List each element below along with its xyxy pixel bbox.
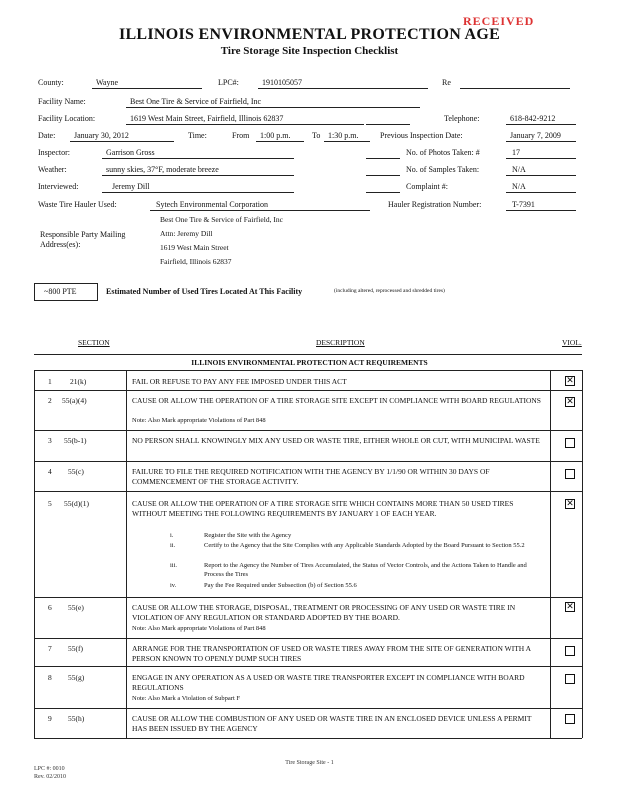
- weather-value: sunny skies, 37°F, moderate breeze: [106, 165, 219, 174]
- row-section: 55(f): [68, 644, 83, 653]
- row-number: 6: [48, 603, 52, 612]
- col-violation-header: VIOL.: [562, 338, 582, 347]
- row-description: NO PERSON SHALL KNOWINGLY MIX ANY USED OR WASTE TIRE, EITHER WHOLE OR CUT, WITH MUNICIPAL WASTE: [132, 436, 540, 445]
- page-subtitle: Tire Storage Site Inspection Checklist: [220, 45, 399, 57]
- date-label: Date:: [38, 131, 56, 140]
- date-value: January 30, 2012: [74, 131, 129, 140]
- samples-label: No. of Samples Taken:: [406, 165, 480, 174]
- row-number: 4: [48, 467, 52, 476]
- col-section-header: SECTION: [78, 338, 110, 347]
- responsible-party-label-2: Address(es):: [40, 240, 81, 249]
- lpc-label: LPC#:: [218, 78, 239, 87]
- tires-count-note: (including altered, reprocessed and shredded tires): [334, 288, 445, 294]
- row-number: 8: [48, 673, 52, 682]
- row-description: CAUSE OR ALLOW THE OPERATION OF A TIRE STORAGE SITE WHICH CONTAINS MORE THAN 50 USED TIRES WITHOUT MEETING THE FOLLOWING REQUIREMENTS BY JANUARY 1 OF EACH YEAR.: [132, 499, 514, 518]
- row-description: FAILURE TO FILE THE REQUIRED NOTIFICATION WITH THE AGENCY BY 1/1/90 OR WITHIN 30 DAYS OF COMMENCEMENT OF THE STORAGE ACTIVITY.: [132, 467, 490, 486]
- subitem-text: Pay the Fee Required under Subsection (b) of Section 55.6: [204, 582, 357, 589]
- row-note: Note: Also Mark a Violation of Subpart F: [132, 695, 240, 702]
- group-title: ILLINOIS ENVIRONMENTAL PROTECTION ACT REQUIREMENTS: [191, 358, 428, 367]
- hauler-label: Waste Tire Hauler Used:: [38, 200, 117, 209]
- facility-location-label: Facility Location:: [38, 114, 96, 123]
- inspector-label: Inspector:: [38, 148, 70, 157]
- hauler-registration-value: T-7391: [512, 200, 535, 209]
- row-section: 55(g): [68, 673, 85, 682]
- row-number: 3: [48, 436, 52, 445]
- row-description: ARRANGE FOR THE TRANSPORTATION OF USED OR WASTE TIRES AWAY FROM THE SITE OF GENERATION WITH A PERSON KNOWN TO OPENLY DUMP SUCH TIRES: [132, 644, 531, 663]
- previous-inspection-value: January 7, 2009: [510, 131, 561, 140]
- violation-checkbox[interactable]: ✕: [566, 376, 574, 386]
- row-number: 7: [48, 644, 52, 653]
- violation-checkbox[interactable]: [565, 438, 575, 448]
- tires-count-label: Estimated Number of Used Tires Located At This Facility: [106, 287, 303, 296]
- violation-checkbox[interactable]: [565, 469, 575, 479]
- subitem-number: iii.: [170, 562, 178, 569]
- subitem-number: ii.: [170, 542, 176, 549]
- to-value: 1:30 p.m.: [328, 131, 359, 140]
- from-value: 1:00 p.m.: [260, 131, 291, 140]
- row-number: 1: [48, 377, 52, 386]
- violation-checkbox[interactable]: ✕: [566, 602, 574, 612]
- time-label: Time:: [188, 131, 207, 140]
- facility-location-value: 1619 West Main Street, Fairfield, Illinois 62837: [130, 114, 284, 123]
- violation-checkbox[interactable]: [565, 646, 575, 656]
- row-description: FAIL OR REFUSE TO PAY ANY FEE IMPOSED UNDER THIS ACT: [132, 377, 347, 386]
- row-note: Note: Also Mark appropriate Violations of Part 848: [132, 625, 266, 632]
- photos-label: No. of Photos Taken: #: [406, 148, 480, 157]
- subitem-text: Register the Site with the Agency: [204, 532, 292, 539]
- complaint-value: N/A: [512, 182, 526, 191]
- complaint-label: Complaint #:: [406, 182, 448, 191]
- telephone-value: 618-842-9212: [510, 114, 556, 123]
- to-label: To: [312, 131, 321, 140]
- subitem-number: iv.: [170, 582, 177, 589]
- photos-value: 17: [512, 148, 520, 157]
- form-id: LPC #: 0010: [34, 766, 65, 772]
- row-description: CAUSE OR ALLOW THE COMBUSTION OF ANY USED OR WASTE TIRE IN AN ENCLOSED DEVICE UNLESS A PERMIT HAS BEEN ISSUED BY THE AGENCY: [132, 714, 532, 733]
- responsible-party-address: Best One Tire & Service of Fairfield, Inc Attn: Jeremy Dill 1619 West Main Street Fairfield, Illinois 62837: [160, 215, 283, 266]
- row-number: 2: [48, 396, 52, 405]
- row-section: 21(k): [70, 377, 87, 386]
- tires-count-value: ~800 PTE: [44, 287, 77, 296]
- subitem-text: Report to the Agency the Number of Tires Accumulated, the Status of Vector Controls, and the Actions Taken to Handle and Process the Tires: [204, 562, 527, 578]
- previous-inspection-label: Previous Inspection Date:: [380, 131, 463, 140]
- row-description: ENGAGE IN ANY OPERATION AS A USED OR WASTE TIRE TRANSPORTER EXCEPT IN COMPLIANCE WITH BOARD REGULATIONS: [132, 673, 525, 692]
- violation-checkbox[interactable]: ✕: [566, 397, 574, 407]
- interviewed-value: Jeremy Dill: [112, 182, 150, 191]
- row-description: CAUSE OR ALLOW THE OPERATION OF A TIRE STORAGE SITE EXCEPT IN COMPLIANCE WITH BOARD REGULATIONS: [132, 396, 541, 405]
- telephone-label: Telephone:: [444, 114, 480, 123]
- row-number: 9: [48, 714, 52, 723]
- facility-name-label: Facility Name:: [38, 97, 86, 106]
- row-section: 55(h): [68, 714, 85, 723]
- violation-checkbox[interactable]: ✕: [566, 499, 574, 509]
- inspector-value: Garrison Gross: [106, 148, 155, 157]
- received-stamp: RECEIVED: [463, 14, 535, 28]
- row-description: CAUSE OR ALLOW THE STORAGE, DISPOSAL, TREATMENT OR PROCESSING OF ANY USED OR WASTE TIRE IN VIOLATION OF ANY REGULATION OR STANDARD ADOPTED BY THE BOARD.: [132, 603, 516, 622]
- subitem-number: i.: [170, 532, 174, 539]
- region-label: Re: [442, 78, 451, 87]
- violation-checkbox[interactable]: [565, 714, 575, 724]
- samples-value: N/A: [512, 165, 526, 174]
- row-section: 55(c): [68, 467, 84, 476]
- row-note: Note: Also Mark appropriate Violations of Part 848: [132, 417, 266, 424]
- page-number: Tire Storage Site - 1: [285, 760, 334, 766]
- county-label: County:: [38, 78, 64, 87]
- page-title: ILLINOIS ENVIRONMENTAL PROTECTION AGE: [118, 26, 501, 43]
- row-number: 5: [48, 499, 52, 508]
- form-revision: Rev. 02/2010: [34, 774, 66, 780]
- responsible-party-label: Responsible Party Mailing: [40, 230, 126, 239]
- col-description-header: DESCRIPTION: [316, 338, 365, 347]
- interviewed-label: Interviewed:: [38, 182, 79, 191]
- hauler-registration-label: Hauler Registration Number:: [388, 200, 482, 209]
- row-section: 55(b-1): [64, 436, 87, 445]
- from-label: From: [232, 131, 250, 140]
- lpc-value: 1910105057: [262, 78, 302, 87]
- hauler-value: Sytech Environmental Corporation: [156, 200, 268, 209]
- violation-checkbox[interactable]: [565, 674, 575, 684]
- weather-label: Weather:: [38, 165, 67, 174]
- facility-name-value: Best One Tire & Service of Fairfield, Inc: [130, 97, 262, 106]
- county-value: Wayne: [96, 78, 119, 87]
- row-section: 55(d)(1): [64, 499, 89, 508]
- subitem-text: Certify to the Agency that the Site Complies with any Applicable Standards Adopted by the Board Pursuant to Section 55.2: [204, 542, 525, 549]
- row-section: 55(a)(4): [62, 396, 87, 405]
- row-section: 55(e): [68, 603, 84, 612]
